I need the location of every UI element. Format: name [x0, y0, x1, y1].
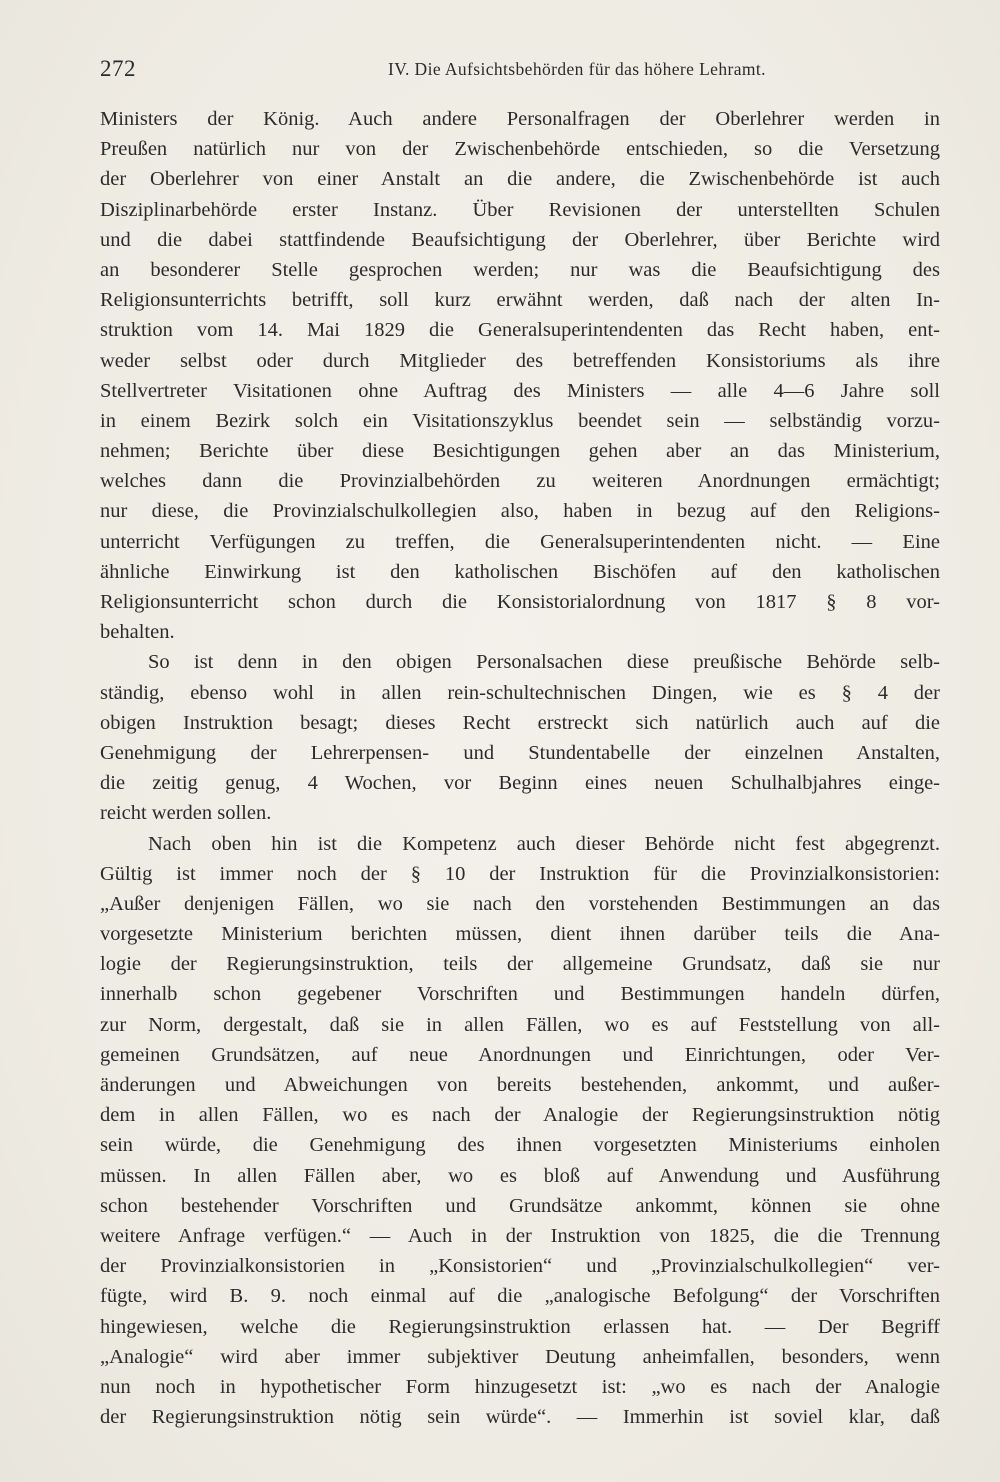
text-line: Genehmigung der Lehrerpensen- und Stundentabelle der einzelnen Anstalten,: [100, 741, 940, 764]
text-line: der Provinzialkonsistorien in „Konsistorien“ und „Provinzialschulkollegien“ ver-: [100, 1255, 940, 1278]
text-line: in einem Bezirk solch ein Visitationszyklus beendet sein — selbständig vorzu-: [100, 409, 940, 432]
text-line: weitere Anfrage verfügen.“ — Auch in der Instruktion von 1825, die die Trennung: [100, 1224, 940, 1247]
text-line: zur Norm, dergestalt, daß sie in allen Fällen, wo es auf Feststellung von all-: [100, 1013, 940, 1036]
page-number: 272: [100, 56, 136, 81]
text-line: Religionsunterricht schon durch die Konsistorialordnung von 1817 § 8 vor-: [100, 591, 940, 613]
text-line: „Analogie“ wird aber immer subjektiver Deutung anheimfallen, besonders, wenn: [100, 1345, 940, 1368]
text-line: ständig, ebenso wohl in allen rein-schultechnischen Dingen, wie es § 4 der: [100, 681, 940, 704]
text-line: der Regierungsinstruktion nötig sein würde“. — Immerhin ist soviel klar, daß: [100, 1406, 940, 1429]
text-line: hingewiesen, welche die Regierungsinstruktion erlassen hat. — Der Begriff: [100, 1315, 940, 1338]
text-line: Preußen natürlich nur von der Zwischenbehörde entschieden, so die Versetzung: [100, 138, 940, 161]
text-line: reicht werden sollen.: [100, 802, 272, 825]
text-line: logie der Regierungsinstruktion, teils der allgemeine Grundsatz, daß sie nur: [100, 953, 940, 976]
text-line: müssen. In allen Fällen aber, wo es bloß auf Anwendung und Ausführung: [100, 1164, 940, 1187]
text-line: nun noch in hypothetischer Form hinzugesetzt ist: „wo es nach der Analogie: [100, 1375, 940, 1398]
text-line: die zeitig genug, 4 Wochen, vor Beginn eines neuen Schulhalbjahres einge-: [100, 772, 940, 795]
text-line: Stellvertreter Visitationen ohne Auftrag des Ministers — alle 4—6 Jahre soll: [100, 379, 940, 402]
paragraph-start-line: Nach oben hin ist die Kompetenz auch dieser Behörde nicht fest abgegrenzt.: [148, 832, 940, 855]
text-line: nur diese, die Provinzialschulkollegien also, haben in bezug auf den Religions-: [100, 500, 940, 523]
paragraph-start-line: So ist denn in den obigen Personalsachen diese preußische Behörde selb-: [148, 651, 940, 674]
text-line: innerhalb schon gegebener Vorschriften und Bestimmungen handeln dürfen,: [100, 983, 940, 1006]
text-line: und die dabei stattfindende Beaufsichtigung der Oberlehrer, über Berichte wird: [100, 228, 940, 251]
text-line: Gültig ist immer noch der § 10 der Instruktion für die Provinzialkonsistorien:: [100, 862, 940, 885]
text-line: ähnliche Einwirkung ist den katholischen Bischöfen auf den katholischen: [100, 560, 940, 583]
text-line: änderungen und Abweichungen von bereits bestehenden, ankommt, und außer-: [100, 1074, 940, 1096]
text-line: welches dann die Provinzialbehörden zu weiteren Anordnungen ermächtigt;: [100, 470, 940, 493]
page-header: [100, 56, 940, 86]
text-line: sein würde, die Genehmigung des ihnen vorgesetzten Ministeriums einholen: [100, 1134, 940, 1157]
text-line: Ministers der König. Auch andere Personalfragen der Oberlehrer werden in: [100, 108, 940, 130]
text-line: unterricht Verfügungen zu treffen, die Generalsuperintendenten nicht. — Eine: [100, 530, 940, 553]
body-text: [100, 104, 940, 1432]
text-line: nehmen; Berichte über diese Besichtigungen gehen aber an das Ministerium,: [100, 440, 940, 463]
text-line: dem in allen Fällen, wo es nach der Analogie der Regierungsinstruktion nötig: [100, 1104, 940, 1127]
text-line: obigen Instruktion besagt; dieses Recht erstreckt sich natürlich auch auf die: [100, 711, 940, 734]
text-line: „Außer denjenigen Fällen, wo sie nach den vorstehenden Bestimmungen an das: [100, 892, 940, 915]
text-line: an besonderer Stelle gesprochen werden; nur was die Beaufsichtigung des: [100, 258, 940, 281]
text-line: gemeinen Grundsätzen, auf neue Anordnungen und Einrichtungen, oder Ver-: [100, 1043, 940, 1066]
text-line: Religionsunterrichts betrifft, soll kurz erwähnt werden, daß nach der alten In-: [100, 289, 940, 312]
text-line: Disziplinarbehörde erster Instanz. Über Revisionen der unterstellten Schulen: [100, 198, 940, 221]
text-line: der Oberlehrer von einer Anstalt an die andere, die Zwischenbehörde ist auch: [100, 168, 940, 191]
text-line: struktion vom 14. Mai 1829 die Generalsuperintendenten das Recht haben, ent-: [100, 319, 940, 342]
text-line: vorgesetzte Ministerium berichten müssen, dient ihnen darüber teils die Ana-: [100, 923, 940, 946]
running-head: IV. Die Aufsichtsbehörden für das höhere Lehramt.: [388, 59, 766, 79]
text-line: behalten.: [100, 621, 175, 644]
text-line: weder selbst oder durch Mitglieder des betreffenden Konsistoriums als ihre: [100, 349, 940, 372]
text-line: schon bestehender Vorschriften und Grundsätze ankommt, können sie ohne: [100, 1194, 940, 1217]
text-line: fügte, wird B. 9. noch einmal auf die „analogische Befolgung“ der Vorschriften: [100, 1285, 940, 1308]
